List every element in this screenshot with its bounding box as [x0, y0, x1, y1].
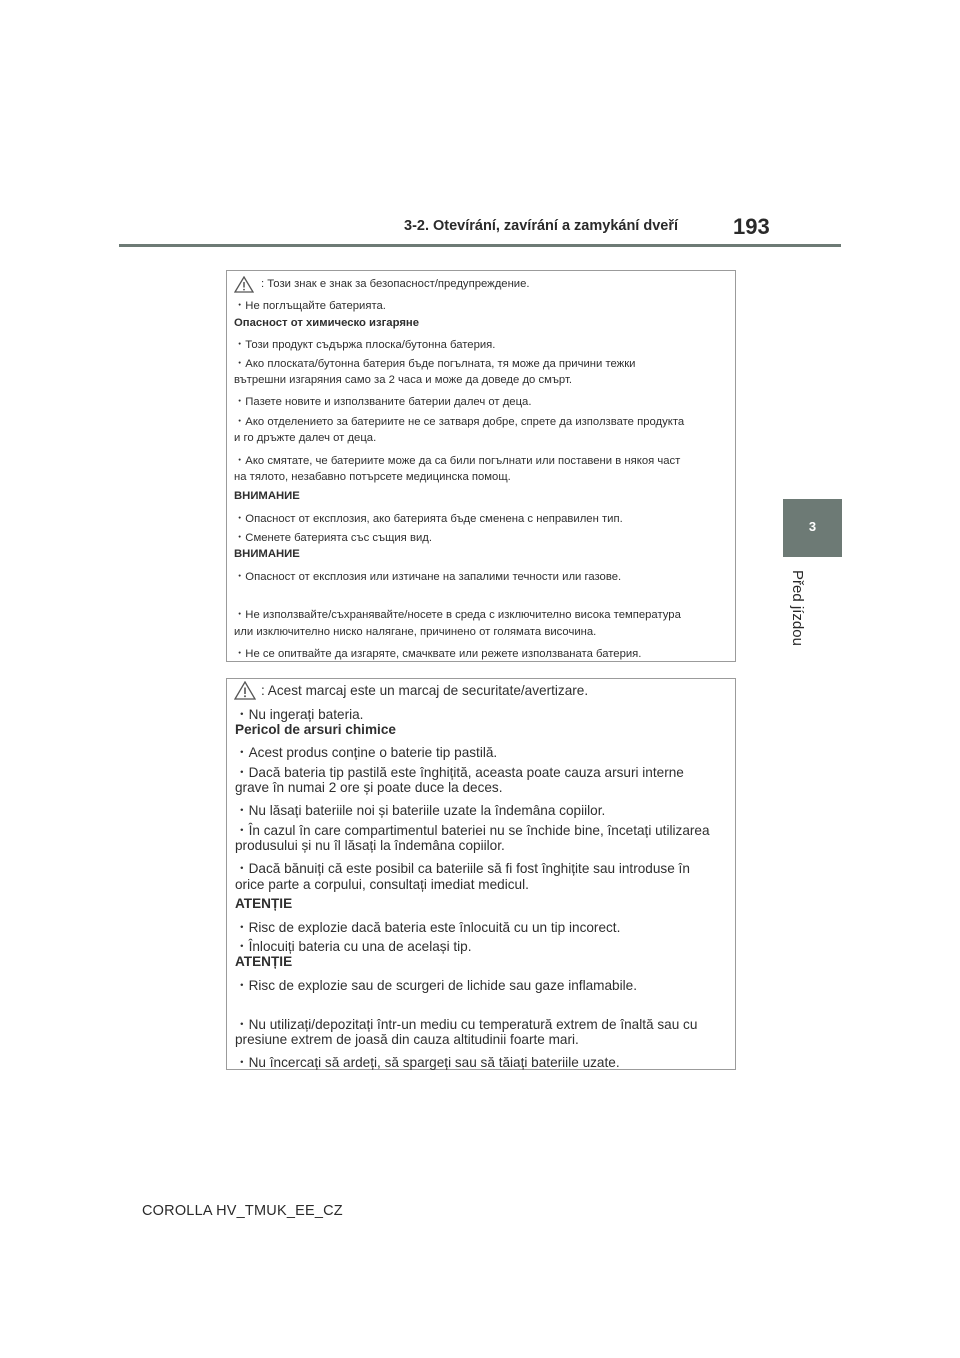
ro-line-2: ・Nu ingerați bateria. [235, 707, 364, 722]
ro-line-8: ・În cazul în care compartimentul bateriei nu se închide bine, încetați utilizarea [235, 823, 710, 838]
ro-line-10: ・Dacă bănuiți că este posibil ca bateriile să fi fost înghițite sau introduse în [235, 861, 690, 876]
bg-line-18: или изключително ниско налягане, причинено от голямата височина. [234, 626, 597, 638]
bg-line-13: ・Опасност от експлозия, ако батерията бъде сменена с неправилен тип. [234, 513, 623, 525]
bg-line-5: ・Ако плоската/бутонна батерия бъде погълната, тя може да причини тежки [234, 358, 636, 370]
bg-line-16: ・Опасност от експлозия или изтичане на запалими течности или газове. [234, 571, 622, 583]
bg-line-11: на тялото, незабавно потърсете медицинска помощ. [234, 471, 511, 483]
chapter-tab [783, 499, 842, 557]
bg-line-14: ・Сменете батерията със същия вид. [234, 532, 432, 544]
header-divider [119, 244, 841, 247]
ro-line-3: Pericol de arsuri chimice [235, 722, 396, 737]
bulgarian-warning-box [226, 270, 736, 662]
ro-line-13: ・Risc de explozie dacă bateria este înlocuită cu un tip incorect. [235, 920, 621, 935]
ro-line-18: presiune extrem de joasă din cauza altitudinii foarte mari. [235, 1032, 579, 1047]
bg-line-1: : Този знак е знак за безопасност/предупреждение. [261, 278, 530, 290]
section-title: 3-2. Otevírání, zavírání a zamykání dveří [404, 218, 679, 234]
ro-line-9: produsului și nu îl lăsați la îndemâna copiilor. [235, 838, 505, 853]
document-code: COROLLA HV_TMUK_EE_CZ [142, 1203, 343, 1219]
ro-line-6: grave în numai 2 ore și poate duce la deces. [235, 780, 503, 795]
ro-line-17: ・Nu utilizați/depozitați într-un mediu cu temperatură extrem de înaltă sau cu [235, 1017, 698, 1032]
bg-line-3: Опасност от химическо изгаряне [234, 317, 420, 329]
bg-line-17: ・Не използвайте/съхранявайте/носете в среда с изключително висока температура [234, 609, 681, 621]
bg-line-8: ・Ако отделението за батериите не се затваря добре, спрете да използвате продукта [234, 416, 685, 428]
bg-line-4: ・Този продукт съдържа плоска/бутонна батерия. [234, 339, 496, 351]
ro-line-15: ATENȚIE [235, 954, 293, 969]
ro-line-16: ・Risc de explozie sau de scurgeri de lichide sau gaze inflamabile. [235, 978, 637, 993]
warning-triangle-icon [234, 681, 256, 700]
chapter-label-container [781, 568, 811, 658]
ro-line-4: ・Acest produs conține o baterie tip pastilă. [235, 745, 498, 760]
romanian-warning-box [226, 678, 736, 1070]
bg-line-9: и го дръжте далеч от деца. [234, 432, 377, 444]
ro-line-19: ・Nu încercați să ardeți, să spargeți sau să tăiați bateriile uzate. [235, 1055, 620, 1070]
bg-line-19: ・Не се опитвайте да изгаряте, смачквате или режете използваната батерия. [234, 648, 642, 660]
chapter-number: 3 [808, 519, 817, 534]
bg-line-15: ВНИМАНИЕ [234, 548, 300, 560]
ro-line-7: ・Nu lăsați bateriile noi și bateriile uzate la îndemâna copiilor. [235, 803, 606, 818]
bg-line-6: вътрешни изгаряния само за 2 часа и може да доведе до смърт. [234, 374, 573, 386]
bg-line-10: ・Ако смятате, че батериите може да са били погълнати или поставени в някоя част [234, 455, 681, 467]
bg-line-12: ВНИМАНИЕ [234, 490, 300, 502]
bg-line-7: ・Пазете новите и използваните батерии далеч от деца. [234, 396, 532, 408]
ro-line-14: ・Înlocuiți bateria cu una de același tip. [235, 939, 472, 954]
ro-line-12: ATENȚIE [235, 896, 293, 911]
ro-line-11: orice parte a corpului, consultați imediat medicul. [235, 877, 529, 892]
ro-line-1: : Acest marcaj este un marcaj de securitate/avertizare. [261, 683, 589, 698]
ro-line-5: ・Dacă bateria tip pastilă este înghițită, aceasta poate cauza arsuri interne [235, 765, 684, 780]
bg-line-2: ・Не поглъщайте батерията. [234, 300, 386, 312]
warning-triangle-icon [234, 276, 254, 293]
page-number: 193 [733, 214, 770, 239]
chapter-label: Před jízdou [789, 570, 806, 646]
